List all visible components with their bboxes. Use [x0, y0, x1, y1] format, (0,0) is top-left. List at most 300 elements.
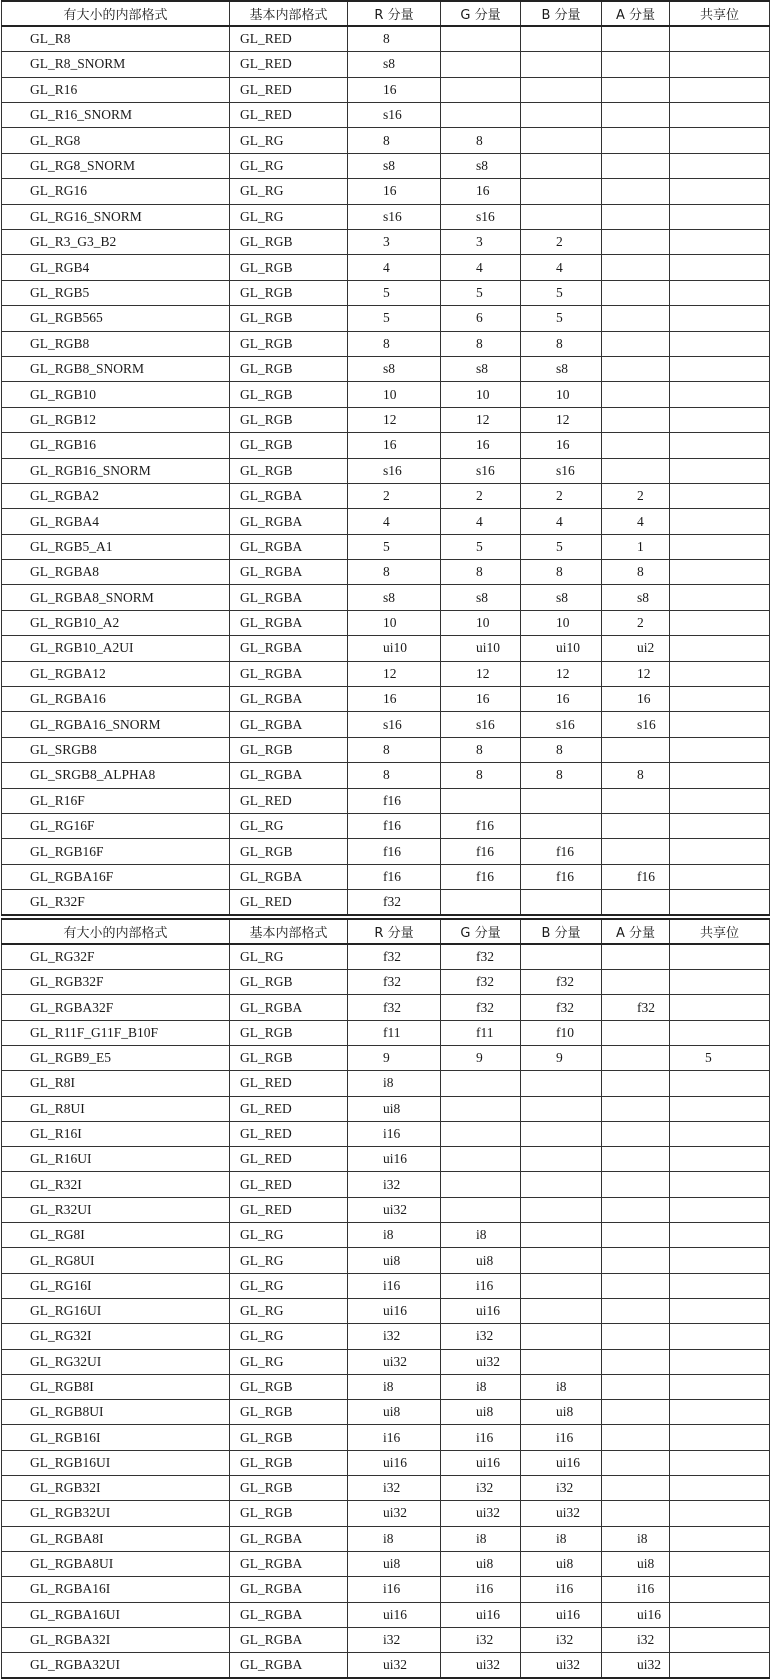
- b-component-cell: i16: [521, 1577, 602, 1602]
- a-component-cell: [602, 77, 670, 102]
- shared-bits-cell: [670, 610, 770, 635]
- b-component-cell: f16: [521, 839, 602, 864]
- r-component-cell: s8: [348, 356, 441, 381]
- shared-bits-cell: [670, 1324, 770, 1349]
- r-component-cell: i8: [348, 1526, 441, 1551]
- b-component-cell: 10: [521, 610, 602, 635]
- base-format-cell: GL_RGB: [230, 306, 348, 331]
- a-component-cell: i16: [602, 1577, 670, 1602]
- b-component-cell: i32: [521, 1476, 602, 1501]
- b-component-cell: f10: [521, 1020, 602, 1045]
- a-component-cell: [602, 1298, 670, 1323]
- base-format-cell: GL_RGBA: [230, 712, 348, 737]
- r-component-cell: i32: [348, 1627, 441, 1652]
- b-component-cell: [521, 1349, 602, 1374]
- shared-bits-cell: [670, 255, 770, 280]
- shared-bits-cell: [670, 204, 770, 229]
- base-format-cell: GL_RGBA: [230, 1526, 348, 1551]
- g-component-cell: ui32: [441, 1653, 521, 1678]
- base-format-cell: GL_RGB: [230, 280, 348, 305]
- table-row: [2, 1020, 770, 1045]
- base-format-cell: GL_RGB: [230, 1045, 348, 1070]
- b-component-cell: 5: [521, 306, 602, 331]
- g-component-cell: f16: [441, 814, 521, 839]
- shared-bits-cell: [670, 534, 770, 559]
- base-format-cell: GL_RG: [230, 153, 348, 178]
- b-component-cell: [521, 890, 602, 915]
- g-component-cell: 10: [441, 382, 521, 407]
- b-component-cell: s8: [521, 585, 602, 610]
- sized-format-cell: GL_RGBA4: [2, 509, 230, 534]
- g-component-cell: ui16: [441, 1450, 521, 1475]
- a-component-cell: [602, 153, 670, 178]
- column-header: B 分量: [521, 919, 602, 944]
- shared-bits-cell: [670, 1425, 770, 1450]
- base-format-cell: GL_RG: [230, 1248, 348, 1273]
- sized-format-cell: GL_R32I: [2, 1172, 230, 1197]
- r-component-cell: f11: [348, 1020, 441, 1045]
- sized-format-cell: GL_RGB16F: [2, 839, 230, 864]
- shared-bits-cell: [670, 944, 770, 969]
- a-component-cell: i8: [602, 1526, 670, 1551]
- r-component-cell: 4: [348, 255, 441, 280]
- r-component-cell: 16: [348, 687, 441, 712]
- sized-format-cell: GL_RGBA32UI: [2, 1653, 230, 1678]
- table-row: [2, 585, 770, 610]
- a-component-cell: [602, 382, 670, 407]
- table-row: [2, 153, 770, 178]
- a-component-cell: [602, 331, 670, 356]
- shared-bits-cell: [670, 356, 770, 381]
- a-component-cell: [602, 103, 670, 128]
- g-component-cell: s16: [441, 204, 521, 229]
- table-row: [2, 1602, 770, 1627]
- sized-format-cell: GL_RGBA16F: [2, 864, 230, 889]
- base-format-cell: GL_RED: [230, 1121, 348, 1146]
- g-component-cell: [441, 1096, 521, 1121]
- g-component-cell: f16: [441, 839, 521, 864]
- shared-bits-cell: [670, 306, 770, 331]
- b-component-cell: s8: [521, 356, 602, 381]
- table-row: [2, 788, 770, 813]
- shared-bits-cell: [670, 1450, 770, 1475]
- sized-format-cell: GL_RGB5: [2, 280, 230, 305]
- shared-bits-cell: [670, 1020, 770, 1045]
- base-format-cell: GL_RGB: [230, 1425, 348, 1450]
- b-component-cell: [521, 103, 602, 128]
- shared-bits-cell: [670, 1501, 770, 1526]
- g-component-cell: i8: [441, 1526, 521, 1551]
- table-row: [2, 280, 770, 305]
- sized-format-cell: GL_R8_SNORM: [2, 52, 230, 77]
- shared-bits-cell: [670, 737, 770, 762]
- b-component-cell: ui32: [521, 1653, 602, 1678]
- base-format-cell: GL_RGBA: [230, 995, 348, 1020]
- g-component-cell: i8: [441, 1374, 521, 1399]
- shared-bits-cell: [670, 1653, 770, 1678]
- a-component-cell: 16: [602, 687, 670, 712]
- r-component-cell: 10: [348, 610, 441, 635]
- r-component-cell: ui8: [348, 1248, 441, 1273]
- a-component-cell: s8: [602, 585, 670, 610]
- shared-bits-cell: [670, 1374, 770, 1399]
- shared-bits-cell: [670, 970, 770, 995]
- r-component-cell: 9: [348, 1045, 441, 1070]
- r-component-cell: 5: [348, 280, 441, 305]
- g-component-cell: [441, 103, 521, 128]
- table-row: [2, 1273, 770, 1298]
- r-component-cell: 8: [348, 737, 441, 762]
- table-row: [2, 255, 770, 280]
- a-component-cell: [602, 356, 670, 381]
- shared-bits-cell: 5: [670, 1045, 770, 1070]
- g-component-cell: i32: [441, 1627, 521, 1652]
- table-row: [2, 1147, 770, 1172]
- shared-bits-cell: [670, 230, 770, 255]
- base-format-cell: GL_RG: [230, 1273, 348, 1298]
- table-row: [2, 331, 770, 356]
- b-component-cell: [521, 1324, 602, 1349]
- shared-bits-cell: [670, 1627, 770, 1652]
- a-component-cell: [602, 458, 670, 483]
- base-format-cell: GL_RGB: [230, 970, 348, 995]
- b-component-cell: 12: [521, 661, 602, 686]
- shared-bits-cell: [670, 1197, 770, 1222]
- shared-bits-cell: [670, 864, 770, 889]
- sized-format-cell: GL_SRGB8_ALPHA8: [2, 763, 230, 788]
- sized-format-cell: GL_RGBA8UI: [2, 1551, 230, 1576]
- g-component-cell: f32: [441, 970, 521, 995]
- g-component-cell: [441, 52, 521, 77]
- sized-format-cell: GL_RGB32I: [2, 1476, 230, 1501]
- g-component-cell: f32: [441, 944, 521, 969]
- shared-bits-cell: [670, 483, 770, 508]
- g-component-cell: i16: [441, 1273, 521, 1298]
- column-header: 基本内部格式: [230, 919, 348, 944]
- a-component-cell: [602, 1096, 670, 1121]
- a-component-cell: ui8: [602, 1551, 670, 1576]
- b-component-cell: ui32: [521, 1501, 602, 1526]
- shared-bits-cell: [670, 1526, 770, 1551]
- a-component-cell: 12: [602, 661, 670, 686]
- shared-bits-cell: [670, 128, 770, 153]
- base-format-cell: GL_RGBA: [230, 483, 348, 508]
- sized-format-cell: GL_RG8_SNORM: [2, 153, 230, 178]
- r-component-cell: f16: [348, 839, 441, 864]
- r-component-cell: 8: [348, 560, 441, 585]
- base-format-cell: GL_RGB: [230, 1400, 348, 1425]
- b-component-cell: [521, 1096, 602, 1121]
- r-component-cell: s8: [348, 52, 441, 77]
- sized-format-cell: GL_R32F: [2, 890, 230, 915]
- r-component-cell: f32: [348, 995, 441, 1020]
- r-component-cell: 16: [348, 77, 441, 102]
- shared-bits-cell: [670, 1551, 770, 1576]
- g-component-cell: 16: [441, 433, 521, 458]
- table-row: [2, 1627, 770, 1652]
- sized-format-cell: GL_RGB4: [2, 255, 230, 280]
- r-component-cell: i16: [348, 1121, 441, 1146]
- g-component-cell: s16: [441, 458, 521, 483]
- table-row: [2, 77, 770, 102]
- b-component-cell: [521, 153, 602, 178]
- shared-bits-cell: [670, 687, 770, 712]
- a-component-cell: [602, 407, 670, 432]
- a-component-cell: ui32: [602, 1653, 670, 1678]
- base-format-cell: GL_RG: [230, 1298, 348, 1323]
- column-header: G 分量: [441, 919, 521, 944]
- a-component-cell: f16: [602, 864, 670, 889]
- table-row: [2, 610, 770, 635]
- a-component-cell: ui2: [602, 636, 670, 661]
- table-row: [2, 864, 770, 889]
- table-row: [2, 1653, 770, 1678]
- r-component-cell: 10: [348, 382, 441, 407]
- a-component-cell: 1: [602, 534, 670, 559]
- table-row: [2, 1374, 770, 1399]
- b-component-cell: f32: [521, 995, 602, 1020]
- r-component-cell: ui32: [348, 1653, 441, 1678]
- a-component-cell: f32: [602, 995, 670, 1020]
- b-component-cell: [521, 179, 602, 204]
- g-component-cell: s16: [441, 712, 521, 737]
- base-format-cell: GL_RGBA: [230, 763, 348, 788]
- b-component-cell: s16: [521, 712, 602, 737]
- table-row: [2, 1248, 770, 1273]
- sized-format-cell: GL_RGB8UI: [2, 1400, 230, 1425]
- table-row: [2, 433, 770, 458]
- b-component-cell: 9: [521, 1045, 602, 1070]
- g-component-cell: ui32: [441, 1501, 521, 1526]
- sized-format-cell: GL_RGB16: [2, 433, 230, 458]
- a-component-cell: [602, 1248, 670, 1273]
- g-component-cell: i16: [441, 1577, 521, 1602]
- b-component-cell: s16: [521, 458, 602, 483]
- base-format-cell: GL_RGB: [230, 737, 348, 762]
- table-row: [2, 944, 770, 969]
- format-table-part-2: [0, 918, 770, 1679]
- table-row: [2, 1045, 770, 1070]
- r-component-cell: 5: [348, 534, 441, 559]
- b-component-cell: 5: [521, 280, 602, 305]
- g-component-cell: s8: [441, 585, 521, 610]
- a-component-cell: 8: [602, 763, 670, 788]
- b-component-cell: [521, 1147, 602, 1172]
- a-component-cell: [602, 433, 670, 458]
- table-row: [2, 1298, 770, 1323]
- b-component-cell: ui8: [521, 1400, 602, 1425]
- g-component-cell: s8: [441, 356, 521, 381]
- base-format-cell: GL_RGBA: [230, 1577, 348, 1602]
- base-format-cell: GL_RGB: [230, 1374, 348, 1399]
- a-component-cell: [602, 890, 670, 915]
- table-row: [2, 458, 770, 483]
- a-component-cell: [602, 1425, 670, 1450]
- g-component-cell: 12: [441, 407, 521, 432]
- r-component-cell: 8: [348, 26, 441, 51]
- a-component-cell: [602, 1273, 670, 1298]
- table-header-row: [2, 1, 770, 26]
- shared-bits-cell: [670, 179, 770, 204]
- base-format-cell: GL_RGBA: [230, 661, 348, 686]
- g-component-cell: [441, 26, 521, 51]
- g-component-cell: 8: [441, 560, 521, 585]
- base-format-cell: GL_RGBA: [230, 864, 348, 889]
- table-row: [2, 763, 770, 788]
- sized-format-cell: GL_RGBA8I: [2, 1526, 230, 1551]
- a-component-cell: [602, 26, 670, 51]
- base-format-cell: GL_RGBA: [230, 1653, 348, 1678]
- r-component-cell: i8: [348, 1071, 441, 1096]
- sized-format-cell: GL_RGB8I: [2, 1374, 230, 1399]
- sized-format-cell: GL_RG16F: [2, 814, 230, 839]
- sized-format-cell: GL_RG32I: [2, 1324, 230, 1349]
- b-component-cell: [521, 128, 602, 153]
- shared-bits-cell: [670, 636, 770, 661]
- a-component-cell: [602, 1045, 670, 1070]
- g-component-cell: [441, 788, 521, 813]
- r-component-cell: i16: [348, 1425, 441, 1450]
- sized-format-cell: GL_RG8UI: [2, 1248, 230, 1273]
- base-format-cell: GL_RGB: [230, 382, 348, 407]
- base-format-cell: GL_RGB: [230, 407, 348, 432]
- b-component-cell: 4: [521, 255, 602, 280]
- table-row: [2, 103, 770, 128]
- r-component-cell: ui16: [348, 1450, 441, 1475]
- sized-format-cell: GL_RG16I: [2, 1273, 230, 1298]
- column-header: B 分量: [521, 1, 602, 26]
- r-component-cell: ui16: [348, 1602, 441, 1627]
- base-format-cell: GL_RGBA: [230, 1627, 348, 1652]
- shared-bits-cell: [670, 1476, 770, 1501]
- g-component-cell: 4: [441, 509, 521, 534]
- r-component-cell: 4: [348, 509, 441, 534]
- base-format-cell: GL_RGBA: [230, 585, 348, 610]
- base-format-cell: GL_RG: [230, 179, 348, 204]
- sized-format-cell: GL_R16I: [2, 1121, 230, 1146]
- table-row: [2, 1450, 770, 1475]
- g-component-cell: 10: [441, 610, 521, 635]
- table-row: [2, 230, 770, 255]
- g-component-cell: 9: [441, 1045, 521, 1070]
- sized-format-cell: GL_RGBA8_SNORM: [2, 585, 230, 610]
- shared-bits-cell: [670, 995, 770, 1020]
- table-row: [2, 128, 770, 153]
- base-format-cell: GL_RED: [230, 26, 348, 51]
- table-row: [2, 1526, 770, 1551]
- sized-format-cell: GL_RGB16UI: [2, 1450, 230, 1475]
- base-format-cell: GL_RGBA: [230, 560, 348, 585]
- r-component-cell: 12: [348, 407, 441, 432]
- b-component-cell: 10: [521, 382, 602, 407]
- base-format-cell: GL_RGB: [230, 433, 348, 458]
- base-format-cell: GL_RG: [230, 1223, 348, 1248]
- table-row: [2, 509, 770, 534]
- sized-format-cell: GL_SRGB8: [2, 737, 230, 762]
- shared-bits-cell: [670, 560, 770, 585]
- b-component-cell: [521, 788, 602, 813]
- g-component-cell: 8: [441, 331, 521, 356]
- a-component-cell: [602, 52, 670, 77]
- shared-bits-cell: [670, 788, 770, 813]
- table-row: [2, 995, 770, 1020]
- r-component-cell: ui8: [348, 1096, 441, 1121]
- table-row: [2, 560, 770, 585]
- a-component-cell: [602, 1121, 670, 1146]
- base-format-cell: GL_RGB: [230, 839, 348, 864]
- base-format-cell: GL_RG: [230, 204, 348, 229]
- base-format-cell: GL_RGB: [230, 1476, 348, 1501]
- shared-bits-cell: [670, 1349, 770, 1374]
- base-format-cell: GL_RGBA: [230, 509, 348, 534]
- table-row: [2, 814, 770, 839]
- g-component-cell: ui8: [441, 1248, 521, 1273]
- r-component-cell: 16: [348, 179, 441, 204]
- g-component-cell: 8: [441, 737, 521, 762]
- shared-bits-cell: [670, 763, 770, 788]
- r-component-cell: 8: [348, 331, 441, 356]
- base-format-cell: GL_RG: [230, 128, 348, 153]
- table-row: [2, 687, 770, 712]
- column-header: 有大小的内部格式: [2, 1, 230, 26]
- column-header: A 分量: [602, 1, 670, 26]
- sized-format-cell: GL_R16_SNORM: [2, 103, 230, 128]
- b-component-cell: 8: [521, 560, 602, 585]
- sized-format-cell: GL_RGB32F: [2, 970, 230, 995]
- base-format-cell: GL_RGBA: [230, 534, 348, 559]
- table-row: [2, 1551, 770, 1576]
- r-component-cell: s16: [348, 204, 441, 229]
- base-format-cell: GL_RED: [230, 788, 348, 813]
- sized-format-cell: GL_RGB10_A2: [2, 610, 230, 635]
- base-format-cell: GL_RG: [230, 814, 348, 839]
- b-component-cell: [521, 944, 602, 969]
- a-component-cell: [602, 1172, 670, 1197]
- base-format-cell: GL_RED: [230, 1071, 348, 1096]
- table-header-row: [2, 919, 770, 944]
- b-component-cell: 16: [521, 687, 602, 712]
- base-format-cell: GL_RG: [230, 1324, 348, 1349]
- g-component-cell: 16: [441, 179, 521, 204]
- sized-format-cell: GL_RGB8_SNORM: [2, 356, 230, 381]
- b-component-cell: ui16: [521, 1450, 602, 1475]
- sized-format-cell: GL_RGBA32I: [2, 1627, 230, 1652]
- a-component-cell: [602, 230, 670, 255]
- a-component-cell: [602, 814, 670, 839]
- r-component-cell: s16: [348, 103, 441, 128]
- g-component-cell: i32: [441, 1476, 521, 1501]
- b-component-cell: [521, 204, 602, 229]
- shared-bits-cell: [670, 1121, 770, 1146]
- r-component-cell: i16: [348, 1273, 441, 1298]
- b-component-cell: i8: [521, 1374, 602, 1399]
- g-component-cell: 2: [441, 483, 521, 508]
- g-component-cell: 16: [441, 687, 521, 712]
- g-component-cell: 12: [441, 661, 521, 686]
- table-row: [2, 1121, 770, 1146]
- a-component-cell: [602, 1476, 670, 1501]
- base-format-cell: GL_RGBA: [230, 1602, 348, 1627]
- table-row: [2, 407, 770, 432]
- base-format-cell: GL_RED: [230, 1172, 348, 1197]
- base-format-cell: GL_RED: [230, 890, 348, 915]
- table-row: [2, 1349, 770, 1374]
- b-component-cell: i8: [521, 1526, 602, 1551]
- table-row: [2, 179, 770, 204]
- sized-format-cell: GL_R8I: [2, 1071, 230, 1096]
- column-header: R 分量: [348, 1, 441, 26]
- sized-format-cell: GL_RGB10_A2UI: [2, 636, 230, 661]
